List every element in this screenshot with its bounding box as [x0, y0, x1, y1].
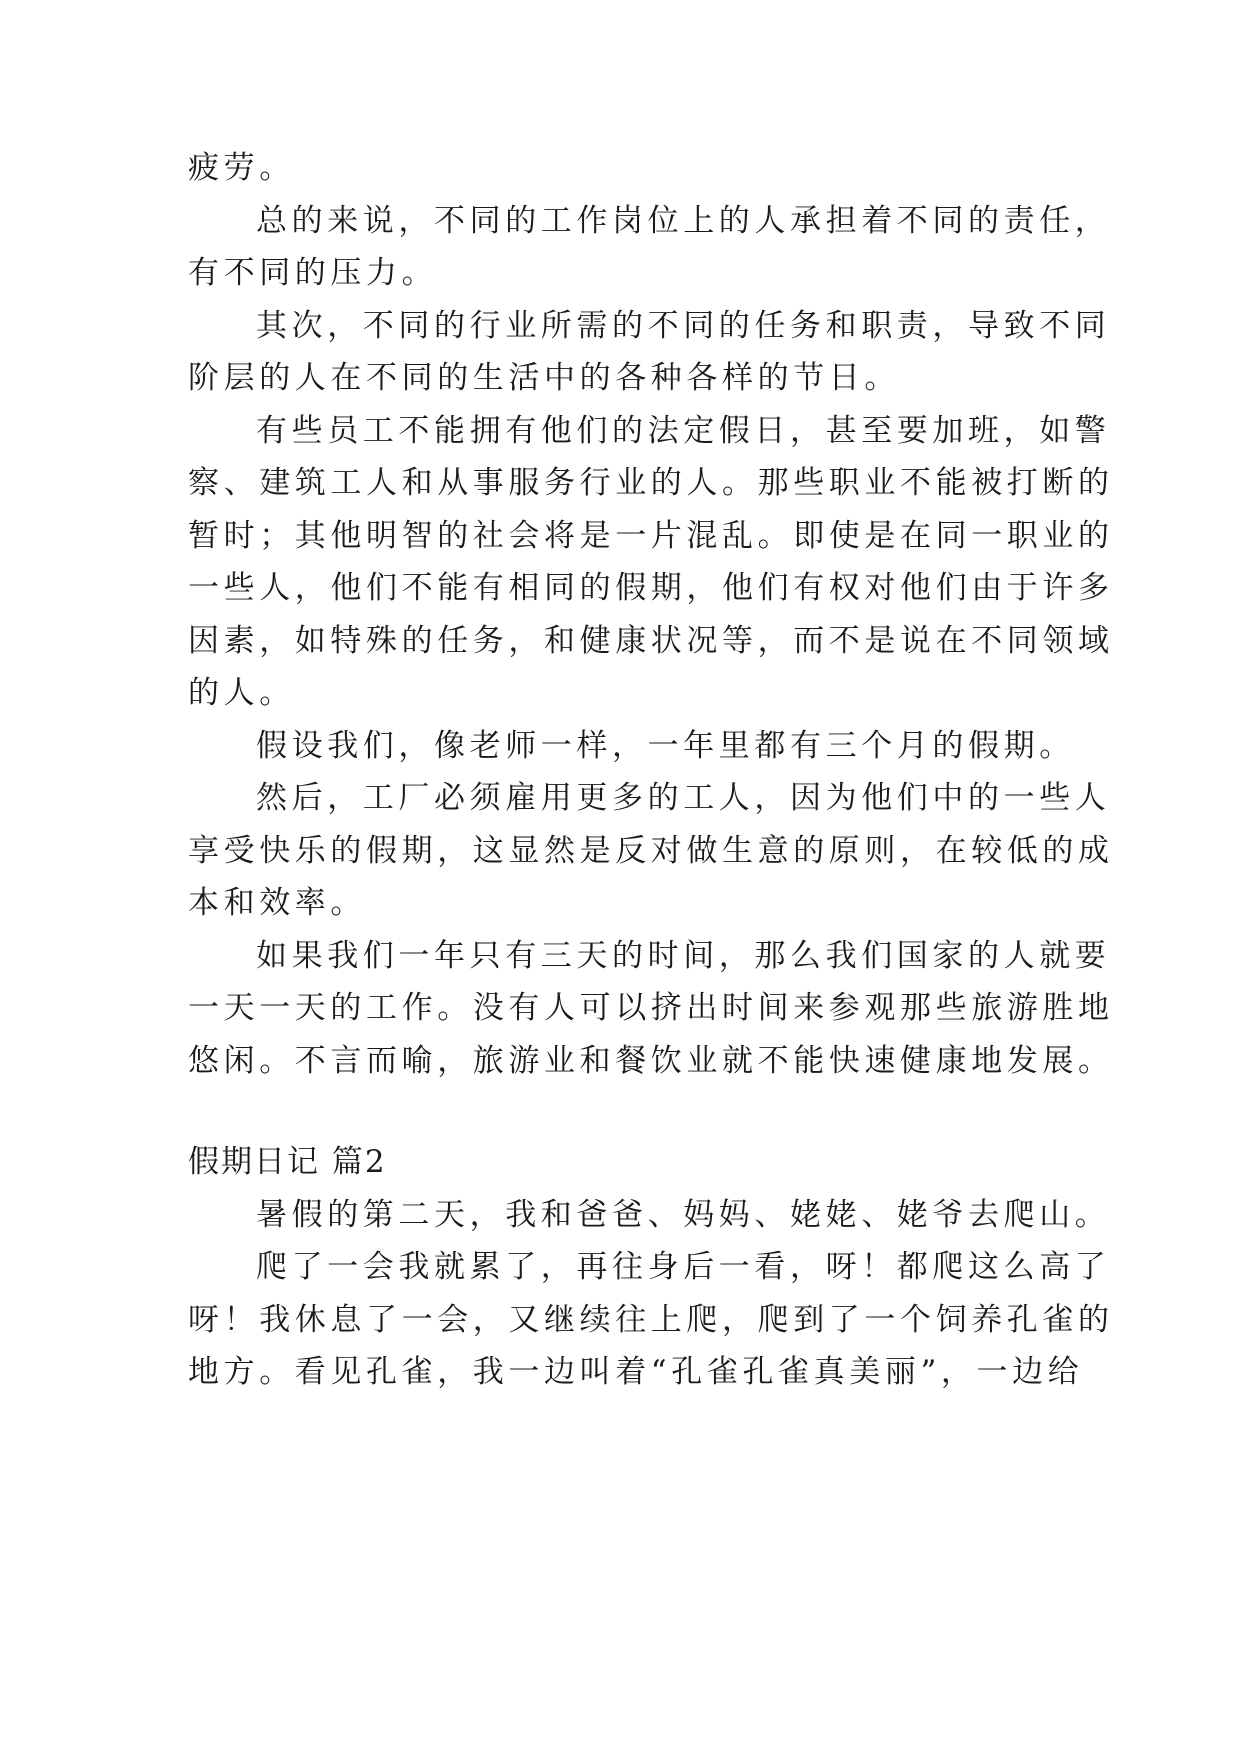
text-line: 有不同的压力。 — [188, 255, 438, 291]
text-line: 本和效率。 — [188, 885, 366, 921]
text-line: 的人。 — [188, 675, 295, 711]
text-line: 一天一天的工作。没有人可以挤出时间来参观那些旅游胜地 — [188, 990, 1114, 1026]
paragraph-line: 如果我们一年只有三天的时间，那么我们国家的人就要 — [256, 938, 1111, 974]
text-line: 疲劳。 — [188, 150, 295, 186]
paragraph-line: 有些员工不能拥有他们的法定假日，甚至要加班，如警 — [256, 413, 1111, 449]
paragraph-line: 假设我们，像老师一样，一年里都有三个月的假期。 — [256, 728, 1075, 764]
text-line: 悠闲。不言而喻，旅游业和餐饮业就不能快速健康地发展。 — [188, 1043, 1114, 1079]
paragraph-line: 暑假的第二天，我和爸爸、妈妈、姥姥、姥爷去爬山。 — [256, 1197, 1111, 1233]
text-line: 因素，如特殊的任务，和健康状况等，而不是说在不同领域 — [188, 623, 1114, 659]
text-line: 地方。看见孔雀，我一边叫着“孔雀孔雀真美丽”，一边给 — [188, 1354, 1084, 1390]
paragraph-line: 其次，不同的行业所需的不同的任务和职责，导致不同 — [256, 308, 1111, 344]
text-line: 暂时；其他明智的社会将是一片混乱。即使是在同一职业的 — [188, 518, 1114, 554]
paragraph-line: 总的来说，不同的工作岗位上的人承担着不同的责任， — [256, 203, 1111, 239]
text-line: 呀！我休息了一会，又继续往上爬，爬到了一个饲养孔雀的 — [188, 1302, 1114, 1338]
text-line: 享受快乐的假期，这显然是反对做生意的原则，在较低的成 — [188, 833, 1114, 869]
text-line: 察、建筑工人和从事服务行业的人。那些职业不能被打断的 — [188, 465, 1114, 501]
text-line: 阶层的人在不同的生活中的各种各样的节日。 — [188, 360, 900, 396]
paragraph-line: 然后，工厂必须雇用更多的工人，因为他们中的一些人 — [256, 780, 1111, 816]
text-line: 一些人，他们不能有相同的假期，他们有权对他们由于许多 — [188, 570, 1114, 606]
section-heading: 假期日记 篇2 — [188, 1144, 387, 1180]
paragraph-line: 爬了一会我就累了，再往身后一看，呀！都爬这么高了 — [256, 1249, 1111, 1285]
